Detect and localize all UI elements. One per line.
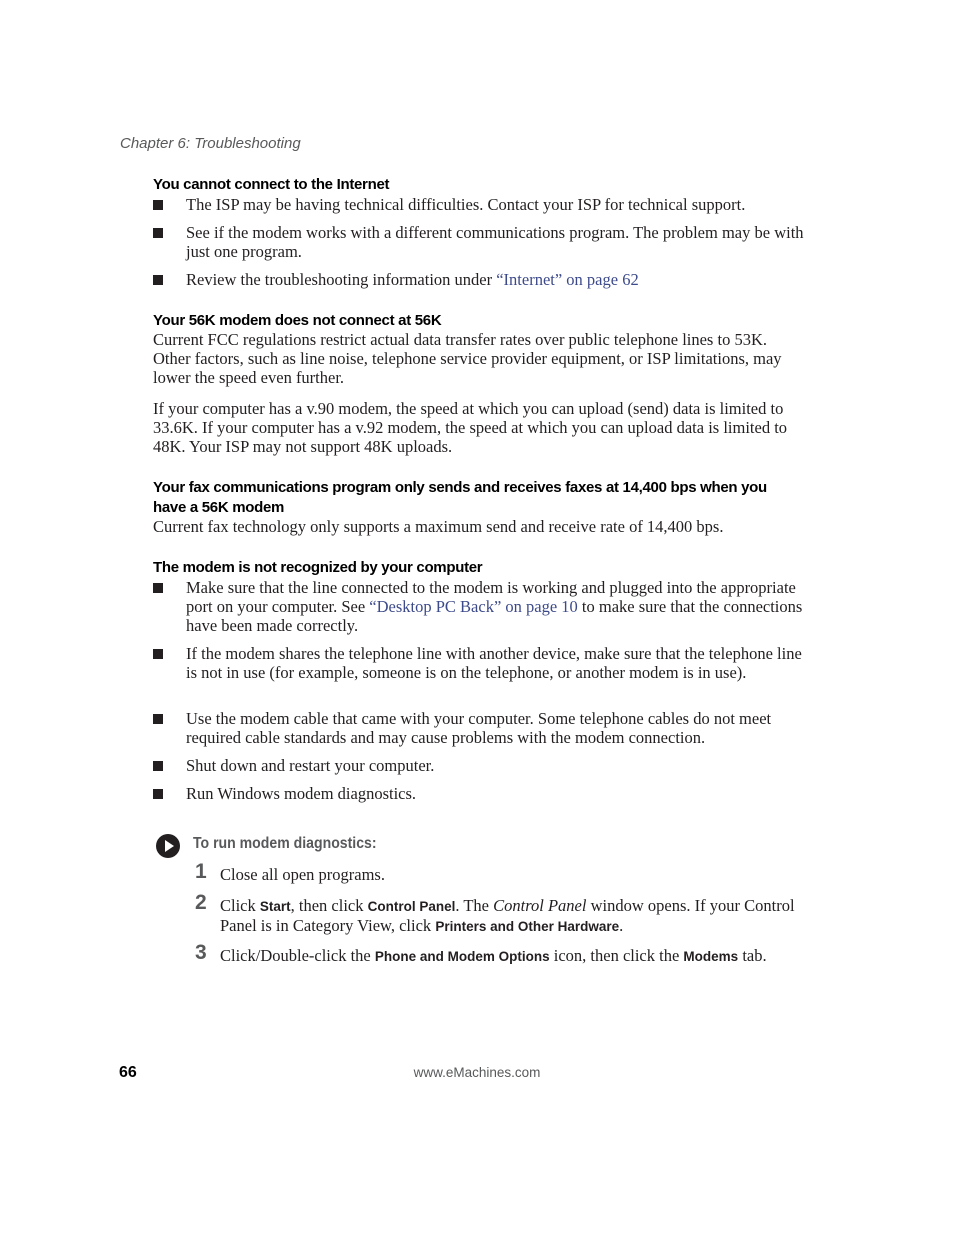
bullet-text: Shut down and restart your computer.: [186, 756, 435, 775]
start-ui-label: Start: [259, 899, 291, 914]
bullet-icon: [153, 583, 163, 593]
section-heading-internet: You cannot connect to the Internet: [153, 176, 390, 193]
control-panel-ui-label: Control Panel: [367, 899, 456, 914]
step-number: 3: [195, 941, 207, 964]
footer-url: www.eMachines.com: [413, 1065, 541, 1080]
bullet-icon: [153, 789, 163, 799]
printers-hardware-ui-label: Printers and Other Hardware: [435, 919, 620, 934]
paragraph-fcc: Current FCC regulations restrict actual data transfer rates over public telephone lines to 53K. Other factors, such as line noise, telephone service provider equipment, or ISP limitations, may lower the speed even further.: [153, 330, 782, 387]
step-text-part: .: [619, 916, 624, 935]
internet-page-link[interactable]: “Internet” on page 62: [496, 270, 639, 289]
section-heading-fax: Your fax communications program only sends and receives faxes at 14,400 bps when you have a 56K modem: [153, 479, 767, 516]
bullet-text-part: Make sure that the line connected to the modem is working and plugged into the appropriate port on your computer. See: [186, 578, 796, 616]
step-text-part: icon, then click the: [549, 946, 684, 965]
step-text: Close all open programs.: [220, 865, 385, 884]
step-number: 2: [195, 891, 207, 914]
step-text-part: Click/Double-click the: [220, 946, 375, 965]
section-heading-not-recognized: The modem is not recognized by your computer: [153, 559, 483, 576]
bullet-icon: [153, 714, 163, 724]
bullet-text-part: Review the troubleshooting information under: [186, 270, 497, 289]
bullet-text: The ISP may be having technical difficulties. Contact your ISP for technical support.: [186, 195, 746, 214]
bullet-icon: [153, 761, 163, 771]
step-text-part: . The: [455, 896, 494, 915]
control-panel-window-name: Control Panel: [493, 896, 587, 915]
bullet-text: Run Windows modem diagnostics.: [186, 784, 417, 803]
bullet-icon: [153, 649, 163, 659]
procedure-arrow-icon: [155, 833, 181, 859]
phone-modem-options-ui-label: Phone and Modem Options: [374, 949, 550, 964]
step-text-part: Click: [220, 896, 260, 915]
bullet-text: [186, 270, 808, 289]
step-text-part: tab.: [738, 946, 767, 965]
bullet-icon: [153, 200, 163, 210]
step-text: [220, 896, 800, 936]
section-heading-56k: Your 56K modem does not connect at 56K: [153, 312, 442, 329]
step-text: [220, 946, 820, 966]
bullet-text-part: to make sure that the connections have been made correctly.: [186, 597, 803, 635]
paragraph-fax: Current fax technology only supports a maximum send and receive rate of 14,400 bps.: [153, 517, 724, 536]
step-text-part: window opens. If your Control Panel is in Category View, click: [220, 896, 795, 935]
bullet-text: [186, 578, 808, 635]
page-number: 66: [119, 1064, 137, 1081]
bullet-text: See if the modem works with a different communications program. The problem may be with just one program.: [186, 223, 804, 261]
paragraph-upload-limits: If your computer has a v.90 modem, the speed at which you can upload (send) data is limited to 33.6K. If your computer has a v.92 modem, the speed at which you can upload data is limited to 48K. Your ISP may not support 48K uploads.: [153, 399, 788, 456]
desktop-pc-back-link[interactable]: “Desktop PC Back” on page 10: [369, 597, 578, 616]
procedure-title: To run modem diagnostics:: [193, 835, 377, 852]
bullet-text: Use the modem cable that came with your computer. Some telephone cables do not meet required cable standards and may cause problems with the modem connection.: [186, 709, 772, 747]
bullet-icon: [153, 228, 163, 238]
modems-tab-ui-label: Modems: [683, 949, 739, 964]
bullet-text: If the modem shares the telephone line with another device, make sure that the telephone line is not in use (for example, someone is on the telephone, or another modem is in use).: [186, 644, 802, 682]
bullet-icon: [153, 275, 163, 285]
step-text-part: , then click: [290, 896, 368, 915]
chapter-header: Chapter 6: Troubleshooting: [120, 135, 301, 152]
step-number: 1: [195, 860, 207, 883]
